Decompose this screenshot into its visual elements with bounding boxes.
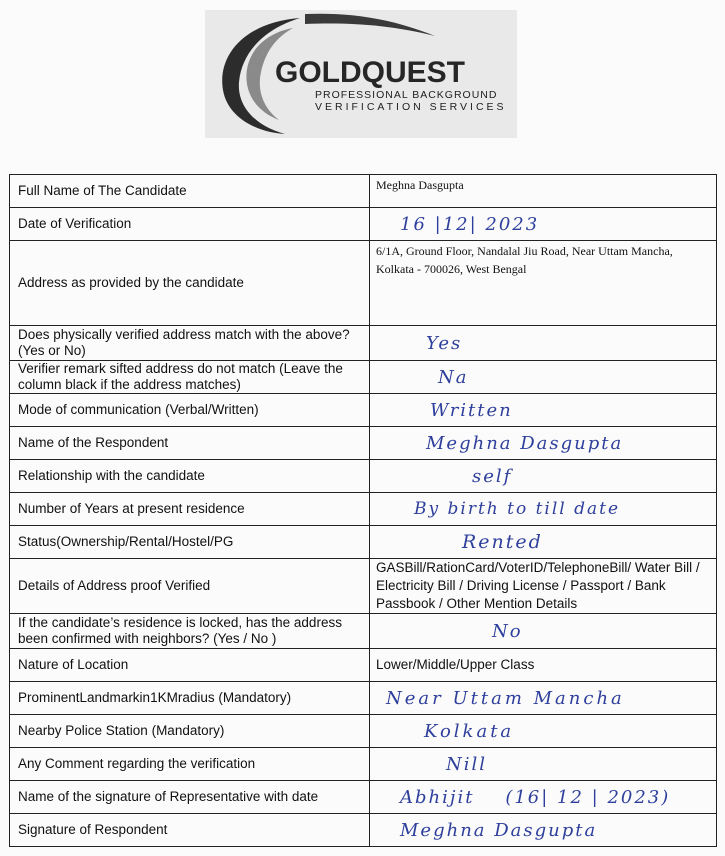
status-label: Status(Ownership/Rental/Hostel/PG [10,526,370,559]
logo-tagline-2: VERIFICATION SERVICES [315,101,507,113]
row-representative [10,781,717,814]
relationship-value: self [472,465,513,487]
row-verifier-remark [10,361,717,394]
signature-label: Signature of Respondent [10,814,370,847]
row-relationship [10,460,717,493]
address-proof-label: Details of Address proof Verified [10,559,370,614]
row-comment [10,748,717,781]
address-proof-value: GASBill/RationCard/VoterID/TelephoneBill/ Water Bill / Electricity Bill / Driving License / Passport / Bank Passbook / Other Mention Details [376,560,700,611]
locked-label: If the candidate’s residence is locked, has the address been confirmed with neighbors? (Yes / No ) [10,614,370,649]
row-respondent [10,427,717,460]
verifier-remark-label: Verifier remark sifted address do not match (Leave the column black if the address matches) [10,361,370,394]
mode-label: Mode of communication (Verbal/Written) [10,394,370,427]
full-name-label: Full Name of The Candidate [10,175,370,208]
row-mode [10,394,717,427]
logo-wordmark: GOLDQUEST [275,56,466,89]
row-address-match [10,326,717,361]
signature-value: Meghna Dasgupta [400,819,598,841]
landmark-value: Near Uttam Mancha [386,687,625,709]
row-status [10,526,717,559]
row-locked [10,614,717,649]
status-value: Rented [462,531,543,553]
verifier-remark-value: Na [438,366,469,388]
nature-value: Lower/Middle/Upper Class [376,657,535,672]
address-match-label: Does physically verified address match with the above? (Yes or No) [10,326,370,361]
police-label: Nearby Police Station (Mandatory) [10,715,370,748]
date-label: Date of Verification [10,208,370,241]
years-value: By birth to till date [414,499,621,519]
address-label: Address as provided by the candidate [10,241,370,326]
representative-value: Abhijit (16| 12 | 2023) [400,786,671,808]
landmark-label: ProminentLandmarkin1KMradius (Mandatory) [10,682,370,715]
full-name-value: Meghna Dasgupta [376,178,464,192]
row-date [10,208,717,241]
logo-tagline-1: PROFESSIONAL BACKGROUND [315,89,498,101]
mode-value: Written [430,399,513,421]
row-years [10,493,717,526]
address-value: 6/1A, Ground Floor, Nandalal Jiu Road, Near Uttam Mancha, Kolkata - 700026, West Bengal [376,244,673,276]
police-value: Kolkata [424,720,515,742]
comment-value: Nill [446,753,488,775]
row-nature [10,649,717,682]
row-landmark [10,682,717,715]
locked-value: No [492,620,523,642]
nature-label: Nature of Location [10,649,370,682]
date-value: 16 |12| 2023 [400,213,540,235]
verification-form-table [9,174,717,847]
row-police [10,715,717,748]
row-address [10,241,717,326]
goldquest-logo [205,10,517,138]
respondent-value: Meghna Dasgupta [426,432,624,454]
respondent-label: Name of the Respondent [10,427,370,460]
years-label: Number of Years at present residence [10,493,370,526]
comment-label: Any Comment regarding the verification [10,748,370,781]
row-address-proof [10,559,717,614]
relationship-label: Relationship with the candidate [10,460,370,493]
row-full-name [10,175,717,208]
address-match-value: Yes [426,332,463,354]
representative-label: Name of the signature of Representative with date [10,781,370,814]
row-signature [10,814,717,847]
